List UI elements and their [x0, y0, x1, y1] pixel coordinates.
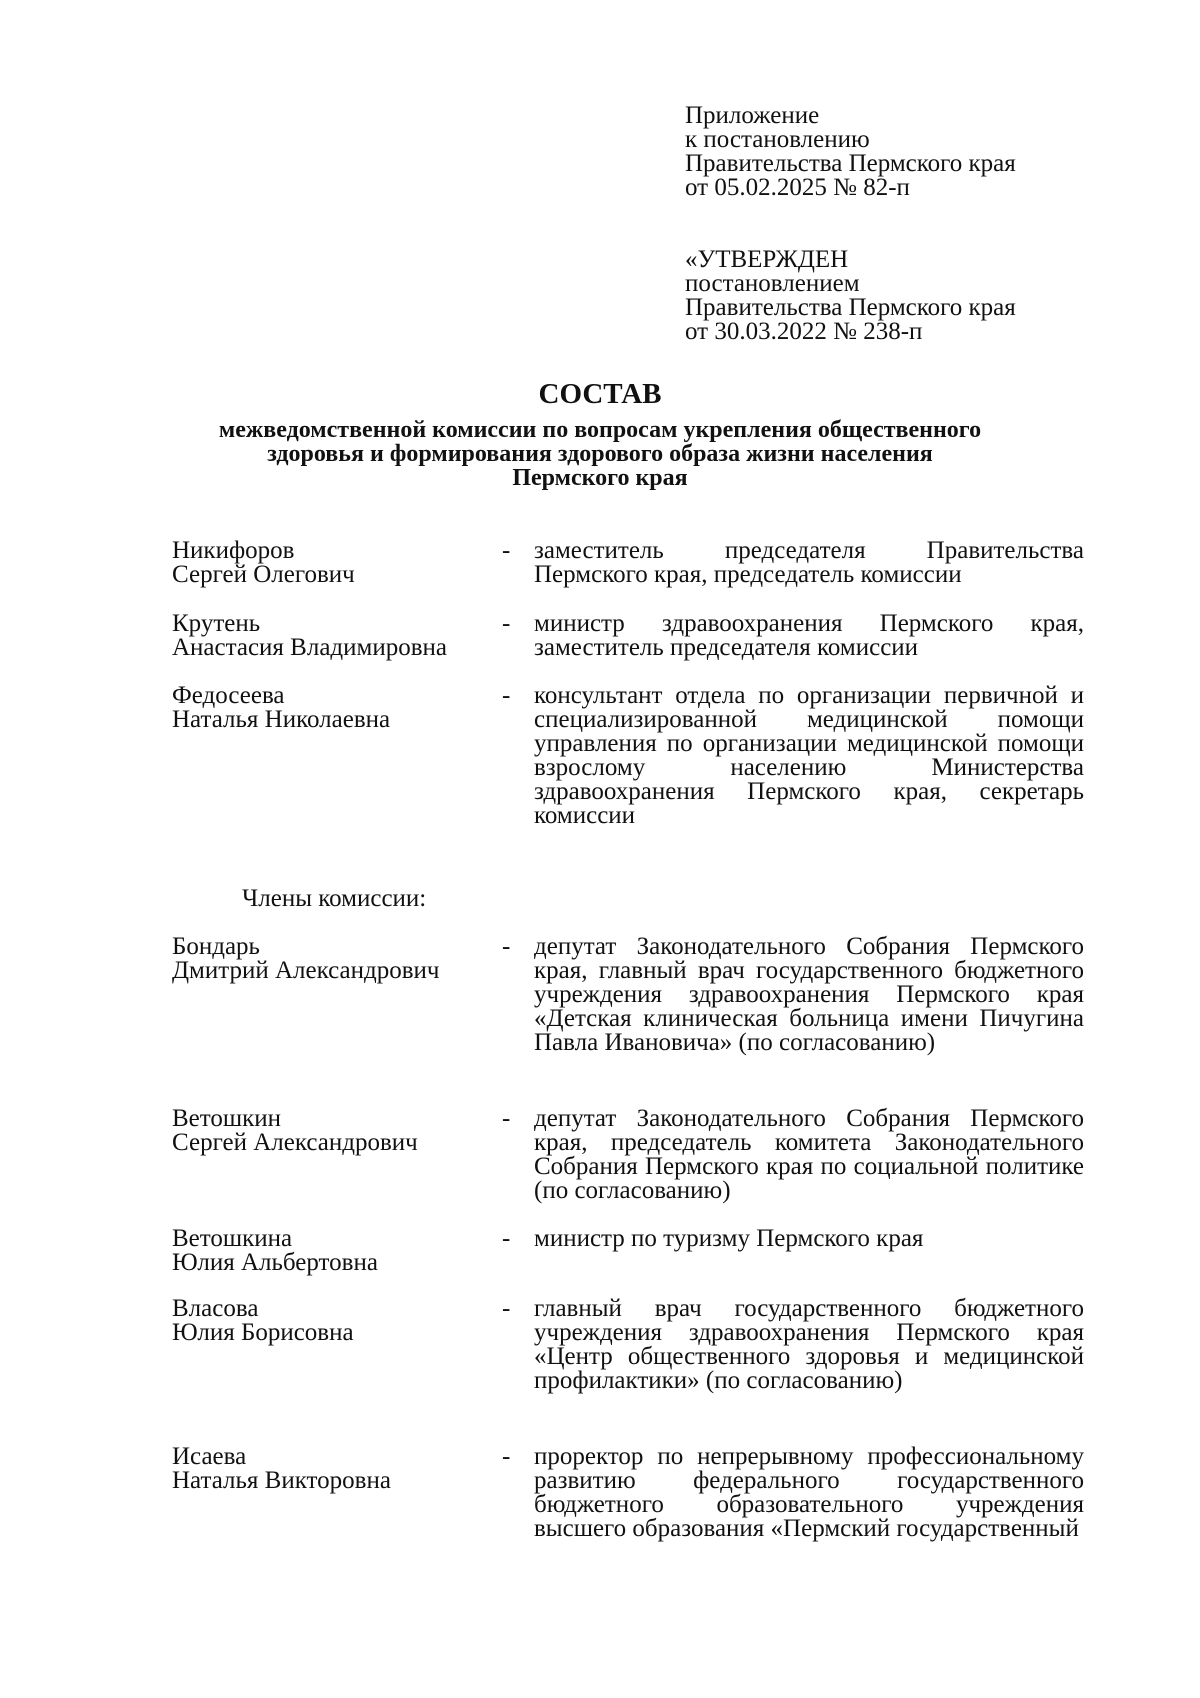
person-given-name: Сергей Олегович	[172, 561, 355, 588]
person-role: министр по туризму Пермского края	[534, 1225, 924, 1252]
person-name	[172, 935, 492, 983]
person-role: главный врач государственного бюджетного учреждения здравоохранения Пермского края «Центр общественного здоровья и медицинской профилактики» (по согласованию)	[534, 1295, 1084, 1394]
person-given-name: Юлия Борисовна	[172, 1319, 354, 1346]
person-surname: Никифоров	[172, 537, 295, 564]
person-name	[172, 1297, 492, 1345]
person-surname: Власова	[172, 1295, 259, 1322]
appendix-line: от 05.02.2025 № 82-п	[685, 174, 910, 201]
person-name	[172, 1227, 492, 1275]
person-role: депутат Законодательного Собрания Пермского края, председатель комитета Законодательного Собрания Пермского края по социальной политике (по согласованию)	[534, 1105, 1084, 1204]
separator-dash: -	[502, 1443, 511, 1470]
document-title: СОСТАВ	[538, 378, 662, 410]
person-given-name: Дмитрий Александрович	[172, 957, 440, 984]
approval-line: постановлением	[685, 270, 860, 297]
approval-line: «УТВЕРЖДЕН	[685, 246, 849, 273]
subtitle-line: межведомственной комиссии по вопросам укрепления общественного	[218, 417, 982, 443]
subtitle-line: Пермского края	[512, 465, 688, 491]
person-given-name: Наталья Викторовна	[172, 1467, 391, 1494]
person-role: министр здравоохранения Пермского края, заместитель председателя комиссии	[534, 610, 1084, 661]
person-name	[172, 1107, 492, 1155]
person-name	[172, 684, 492, 732]
members-heading: Члены комиссии:	[242, 885, 427, 912]
approval-block	[685, 248, 1125, 344]
person-given-name: Анастасия Владимировна	[172, 634, 447, 661]
separator-dash: -	[502, 1225, 511, 1252]
person-name	[172, 612, 492, 660]
appendix-line: к постановлению	[685, 126, 870, 153]
subtitle-line: здоровья и формирования здорового образа жизни населения	[267, 441, 933, 467]
approval-line: Правительства Пермского края	[685, 294, 1016, 321]
separator-dash: -	[502, 610, 511, 637]
person-surname: Ветошкин	[172, 1105, 282, 1132]
person-given-name: Наталья Николаевна	[172, 706, 391, 733]
person-role: проректор по непрерывному профессиональному развитию федерального государственного бюджетного образовательного учреждения высшего образования «Пермский государственный	[534, 1443, 1084, 1542]
appendix-block	[685, 104, 1125, 200]
person-name	[172, 539, 492, 587]
appendix-line: Приложение	[685, 102, 820, 129]
separator-dash: -	[502, 1105, 511, 1132]
person-role: заместитель председателя Правительства Пермского края, председатель комиссии	[534, 537, 1084, 588]
person-name	[172, 1445, 492, 1493]
separator-dash: -	[502, 1295, 511, 1322]
person-role: депутат Законодательного Собрания Пермского края, главный врач государственного бюджетного учреждения здравоохранения Пермского края «Детская клиническая больница имени Пичугина Павла Ивановича» (по согласованию)	[534, 933, 1084, 1056]
person-given-name: Юлия Альбертовна	[172, 1249, 378, 1276]
person-surname: Бондарь	[172, 933, 260, 960]
person-surname: Ветошкина	[172, 1225, 293, 1252]
separator-dash: -	[502, 933, 511, 960]
appendix-line: Правительства Пермского края	[685, 150, 1016, 177]
person-role: консультант отдела по организации первичной и специализированной медицинской помощи управления по организации медицинской помощи взрослому населению Министерства здравоохранения Пермского края, секретарь комиссии	[534, 682, 1084, 829]
person-surname: Крутень	[172, 610, 261, 637]
person-given-name: Сергей Александрович	[172, 1129, 418, 1156]
person-surname: Федосеева	[172, 682, 285, 709]
document-subtitle	[150, 418, 1050, 490]
separator-dash: -	[502, 682, 511, 709]
person-surname: Исаева	[172, 1443, 247, 1470]
approval-line: от 30.03.2022 № 238-п	[685, 318, 923, 345]
separator-dash: -	[502, 537, 511, 564]
